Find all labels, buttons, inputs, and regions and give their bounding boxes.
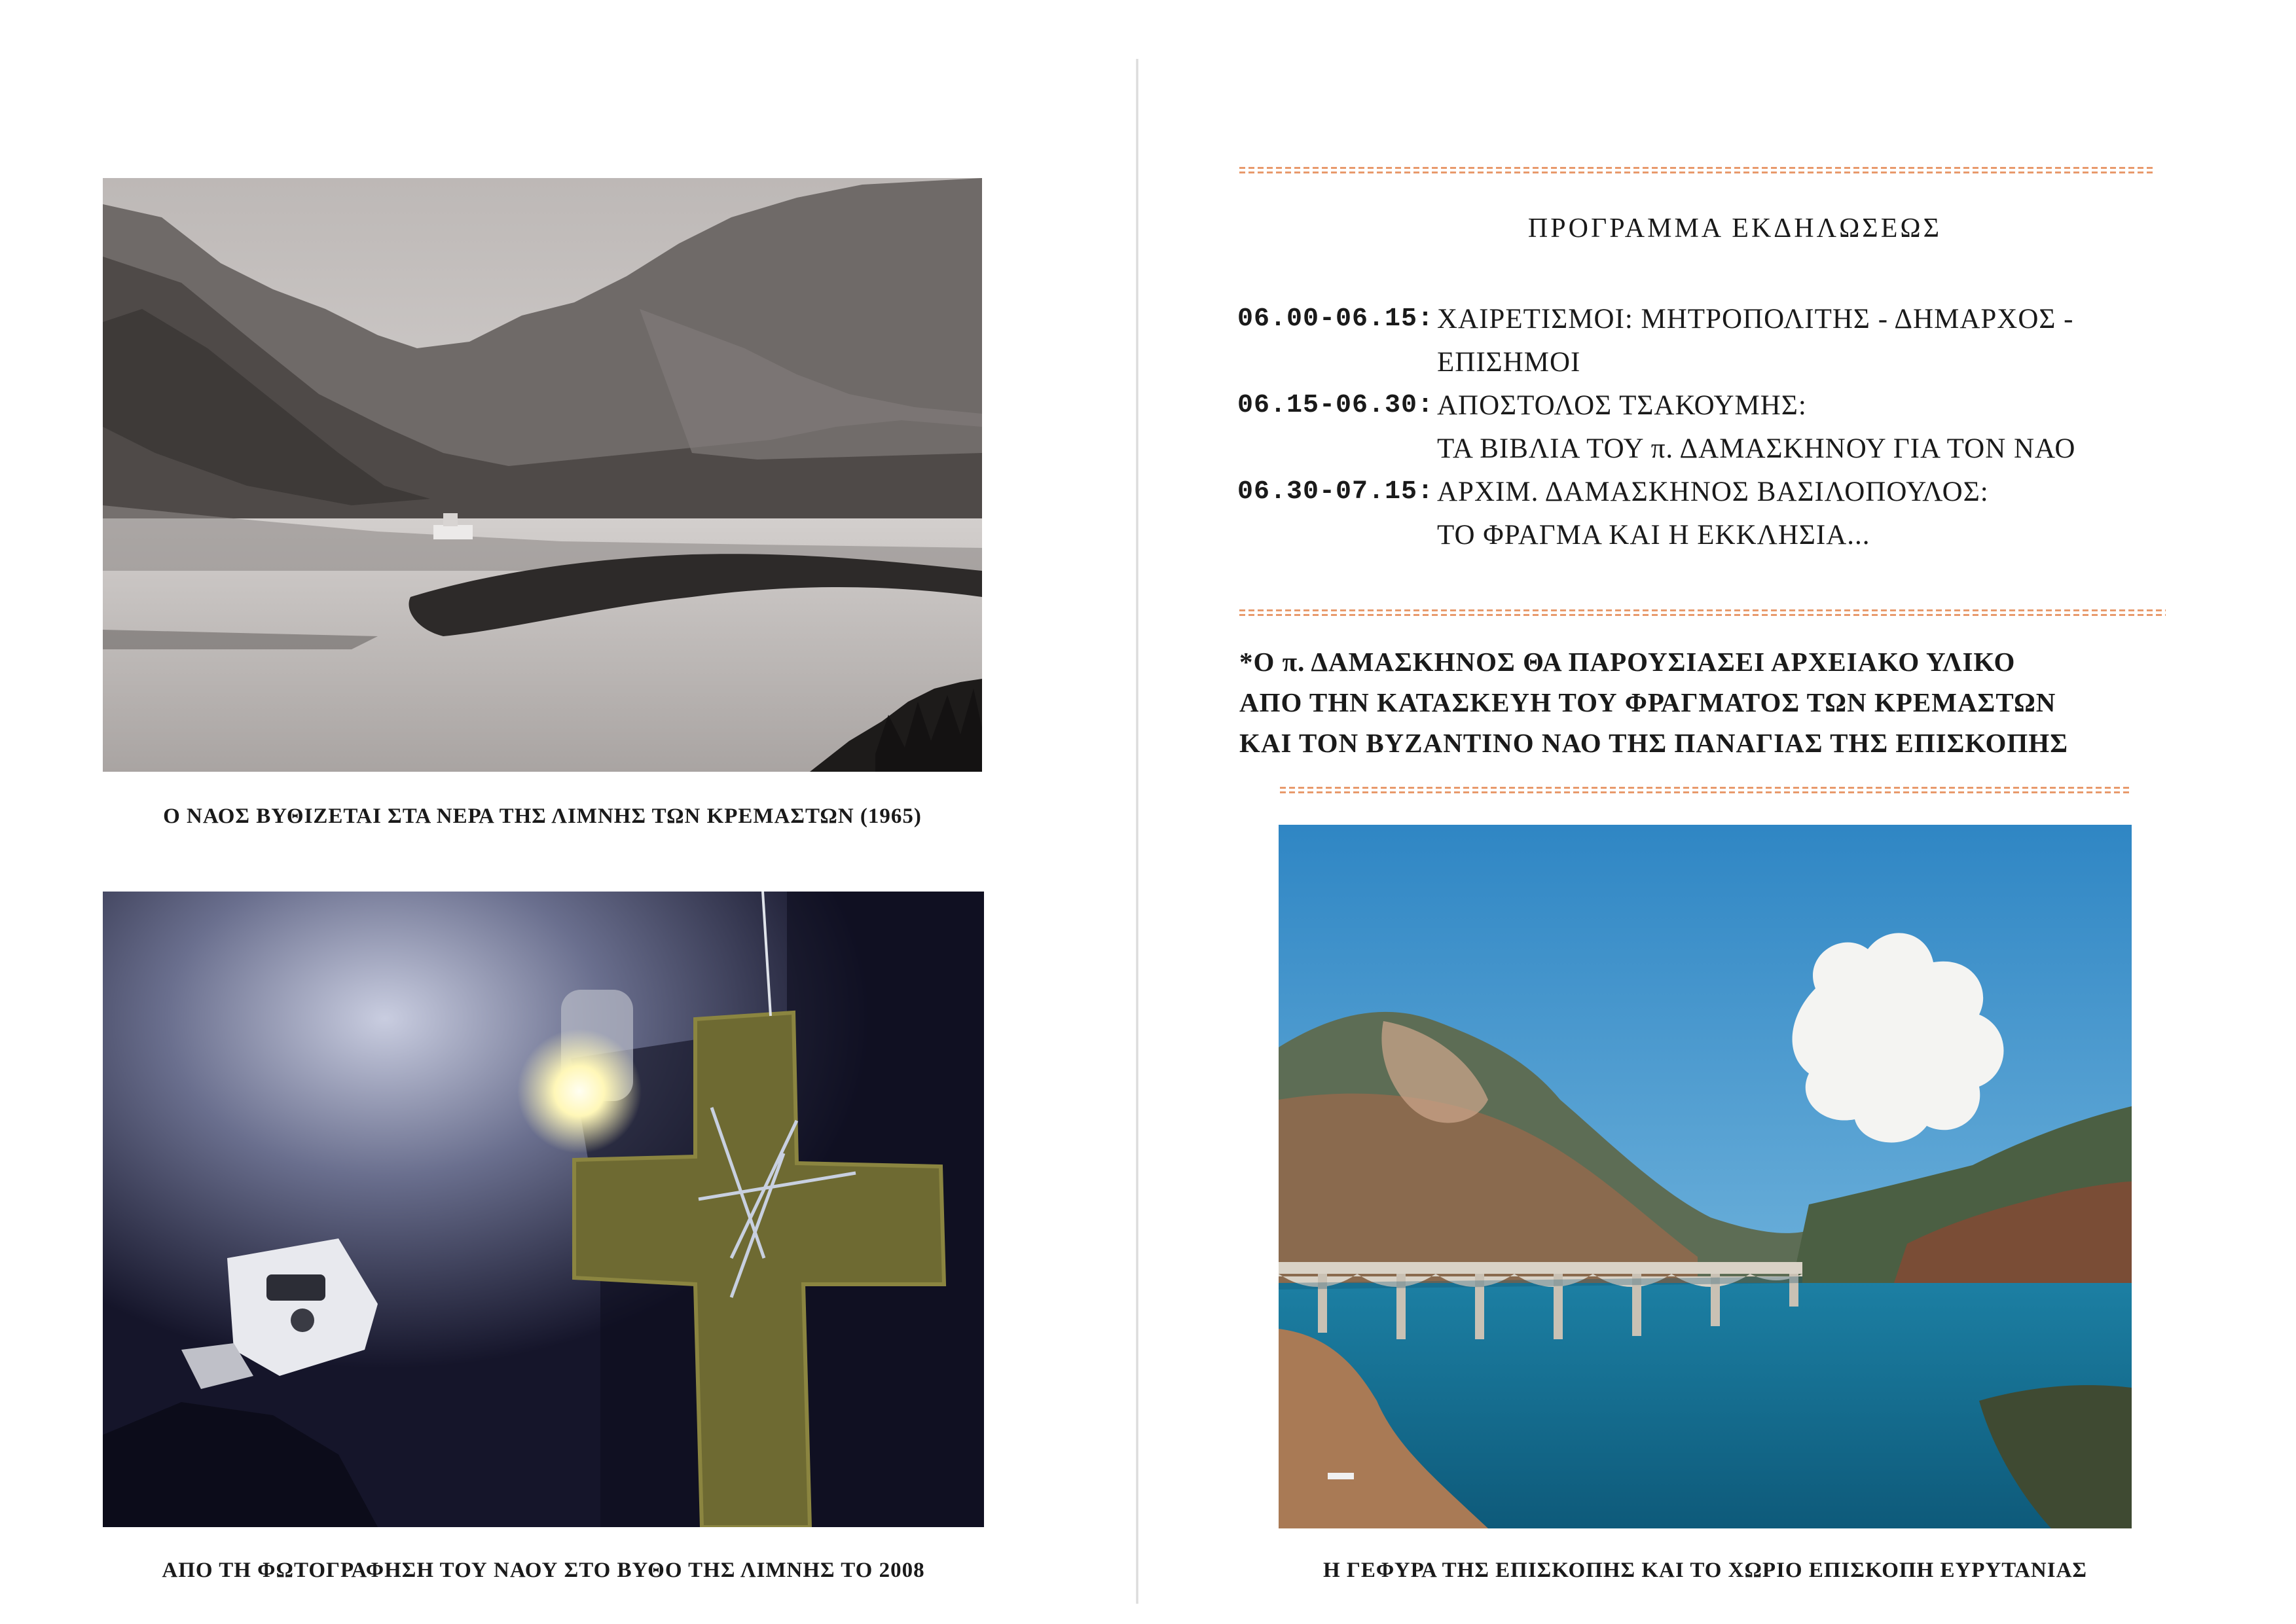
program-item bbox=[1237, 384, 2187, 471]
program-text: ΑΠΟΣΤΟΛΟΣ ΤΣΑΚΟΥΜΗΣ: bbox=[1437, 390, 1807, 421]
bridge-caption: Η ΓΕΦΥΡΑ ΤΗΣ ΕΠΙΣΚΟΠΗΣ ΚΑΙ ΤΟ ΧΩΡΙΟ ΕΠΙΣΚΟΠΗ ΕΥΡΥΤΑΝΙΑΣ bbox=[1323, 1559, 2087, 1582]
program-item bbox=[1237, 471, 2187, 557]
middle-divider bbox=[1239, 608, 2166, 617]
underwater-2008-photo bbox=[103, 892, 984, 1527]
program-title: ΠΡΟΓΡΑΜΜΑ ΕΚΔΗΛΩΣΕΩΣ bbox=[1527, 213, 1942, 244]
lake-1965-photo bbox=[103, 178, 982, 772]
archive-note bbox=[1239, 641, 2156, 763]
note-line: *Ο π. ΔΑΜΑΣΚΗΝΟΣ ΘΑ ΠΑΡΟΥΣΙΑΣΕΙ ΑΡΧΕΙΑΚΟ ΥΛΙΚΟ bbox=[1239, 647, 2016, 677]
program-text: ΤΑ ΒΙΒΛΙΑ ΤΟΥ π. ΔΑΜΑΣΚΗΝΟΥ ΓΙΑ ΤΟΝ ΝΑΟ bbox=[1437, 433, 2076, 464]
program-list bbox=[1237, 298, 2187, 557]
lake-1965-caption: Ο ΝΑΟΣ ΒΥΘΙΖΕΤΑΙ ΣΤΑ ΝΕΡΑ ΤΗΣ ΛΙΜΝΗΣ ΤΩΝ ΚΡΕΜΑΣΤΩΝ (1965) bbox=[163, 804, 922, 828]
program-time: 06.30-07.15: bbox=[1237, 477, 1434, 507]
program-text: ΕΠΙΣΗΜΟΙ bbox=[1437, 347, 1581, 378]
note-line: ΚΑΙ ΤΟΝ ΒΥΖΑΝΤΙΝΟ ΝΑΟ ΤΗΣ ΠΑΝΑΓΙΑΣ ΤΗΣ ΕΠΙΣΚΟΠΗΣ bbox=[1239, 728, 2069, 758]
top-divider bbox=[1239, 166, 2153, 175]
program-time: 06.00-06.15: bbox=[1237, 304, 1434, 334]
program-text: ΑΡΧΙΜ. ΔΑΜΑΣΚΗΝΟΣ ΒΑΣΙΛΟΠΟΥΛΟΣ: bbox=[1437, 477, 1989, 507]
program-item bbox=[1237, 298, 2187, 384]
program-text: ΧΑΙΡΕΤΙΣΜΟΙ: ΜΗΤΡΟΠΟΛΙΤΗΣ - ΔΗΜΑΡΧΟΣ - bbox=[1437, 304, 2074, 334]
underwater-2008-caption: ΑΠΟ ΤΗ ΦΩΤΟΓΡΑΦΗΣΗ ΤΟΥ ΝΑΟΥ ΣΤΟ ΒΥΘΟ ΤΗΣ ΛΙΜΝΗΣ ΤΟ 2008 bbox=[162, 1559, 925, 1582]
lower-divider bbox=[1280, 785, 2131, 795]
program-time: 06.15-06.30: bbox=[1237, 391, 1434, 420]
note-line: ΑΠΟ ΤΗΝ ΚΑΤΑΣΚΕΥΗ ΤΟΥ ΦΡΑΓΜΑΤΟΣ ΤΩΝ ΚΡΕΜΑΣΤΩΝ bbox=[1239, 687, 2056, 717]
left-page bbox=[0, 0, 1139, 1624]
bridge-photo bbox=[1279, 825, 2132, 1528]
program-text: ΤΟ ΦΡΑΓΜΑ ΚΑΙ Η ΕΚΚΛΗΣΙΑ... bbox=[1437, 520, 1870, 550]
